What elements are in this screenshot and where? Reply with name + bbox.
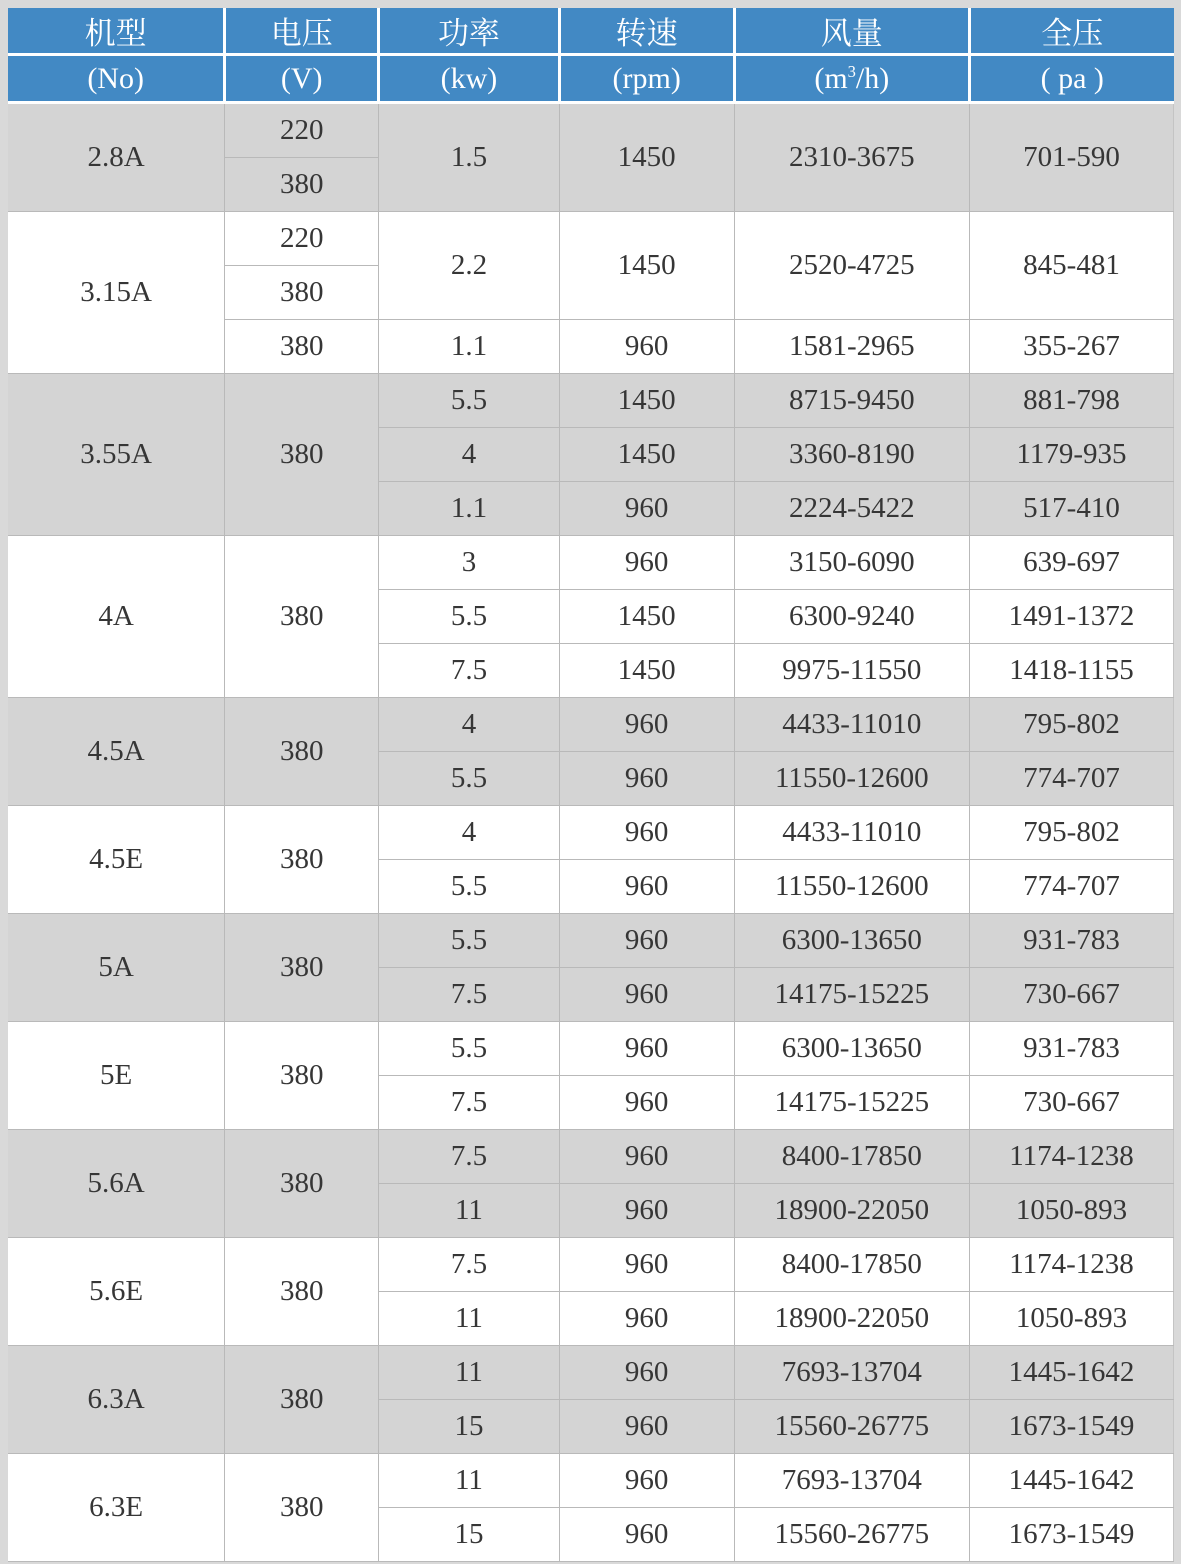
cell-model: 3.15A <box>8 212 225 374</box>
cell-model: 4.5E <box>8 806 225 914</box>
cell-pressure: 881-798 <box>970 374 1174 428</box>
cell-speed: 960 <box>559 1508 734 1562</box>
table-row <box>8 1130 1174 1184</box>
cell-speed: 960 <box>559 1130 734 1184</box>
cell-model: 2.8A <box>8 103 225 212</box>
cell-model: 6.3E <box>8 1454 225 1562</box>
table-header <box>8 8 1174 103</box>
cell-power: 1.1 <box>379 320 560 374</box>
cell-voltage: 380 <box>225 1238 379 1346</box>
cell-power: 11 <box>379 1184 560 1238</box>
cell-pressure: 730-667 <box>970 968 1174 1022</box>
cell-voltage: 380 <box>225 914 379 1022</box>
cell-pressure: 730-667 <box>970 1076 1174 1130</box>
cell-power: 11 <box>379 1454 560 1508</box>
cell-speed: 960 <box>559 806 734 860</box>
cell-power: 5.5 <box>379 860 560 914</box>
cell-speed: 1450 <box>559 103 734 212</box>
cell-power: 7.5 <box>379 1130 560 1184</box>
cell-flow: 6300-13650 <box>734 914 969 968</box>
cell-speed: 1450 <box>559 212 734 320</box>
cell-flow: 4433-11010 <box>734 806 969 860</box>
flow-unit-pre: (m <box>814 61 848 95</box>
cell-model: 5.6A <box>8 1130 225 1238</box>
cell-pressure: 1179-935 <box>970 428 1174 482</box>
cell-speed: 960 <box>559 482 734 536</box>
cell-power: 7.5 <box>379 968 560 1022</box>
cell-pressure: 1174-1238 <box>970 1130 1174 1184</box>
cell-voltage: 380 <box>225 320 379 374</box>
cell-pressure: 795-802 <box>970 806 1174 860</box>
cell-pressure: 1174-1238 <box>970 1238 1174 1292</box>
cell-voltage: 380 <box>225 536 379 698</box>
cell-voltage: 220 <box>225 103 379 158</box>
cell-voltage: 380 <box>225 1346 379 1454</box>
cell-pressure: 931-783 <box>970 1022 1174 1076</box>
cell-power: 5.5 <box>379 752 560 806</box>
col-header-speed: 转速 <box>559 8 734 55</box>
cell-speed: 960 <box>559 536 734 590</box>
cell-pressure: 1445-1642 <box>970 1346 1174 1400</box>
cell-flow: 11550-12600 <box>734 752 969 806</box>
cell-model: 6.3A <box>8 1346 225 1454</box>
cell-flow: 2520-4725 <box>734 212 969 320</box>
cell-pressure: 1491-1372 <box>970 590 1174 644</box>
cell-model: 4.5A <box>8 698 225 806</box>
table-row <box>8 1022 1174 1076</box>
cell-flow: 8400-17850 <box>734 1238 969 1292</box>
cell-flow: 15560-26775 <box>734 1508 969 1562</box>
cell-power: 7.5 <box>379 1238 560 1292</box>
col-header-power: 功率 <box>379 8 560 55</box>
table-row <box>8 1454 1174 1508</box>
cell-flow: 3150-6090 <box>734 536 969 590</box>
col-unit-voltage: (V) <box>225 55 379 103</box>
col-unit-model: (No) <box>8 55 225 103</box>
cell-speed: 960 <box>559 1238 734 1292</box>
cell-pressure: 795-802 <box>970 698 1174 752</box>
cell-flow: 7693-13704 <box>734 1454 969 1508</box>
cell-speed: 960 <box>559 1076 734 1130</box>
cell-speed: 960 <box>559 752 734 806</box>
cell-voltage: 380 <box>225 1130 379 1238</box>
cell-speed: 1450 <box>559 374 734 428</box>
cell-voltage: 380 <box>225 266 379 320</box>
col-unit-speed: (rpm) <box>559 55 734 103</box>
header-unit-row <box>8 55 1174 103</box>
cell-speed: 1450 <box>559 428 734 482</box>
cell-flow: 3360-8190 <box>734 428 969 482</box>
cell-flow: 14175-15225 <box>734 968 969 1022</box>
col-header-pressure: 全压 <box>970 8 1174 55</box>
cell-speed: 960 <box>559 914 734 968</box>
cell-flow: 2224-5422 <box>734 482 969 536</box>
cell-speed: 960 <box>559 1022 734 1076</box>
cell-speed: 1450 <box>559 644 734 698</box>
cell-voltage: 380 <box>225 1454 379 1562</box>
cell-flow: 6300-13650 <box>734 1022 969 1076</box>
cell-pressure: 845-481 <box>970 212 1174 320</box>
cell-flow: 7693-13704 <box>734 1346 969 1400</box>
cell-pressure: 639-697 <box>970 536 1174 590</box>
cell-power: 7.5 <box>379 1076 560 1130</box>
cell-pressure: 355-267 <box>970 320 1174 374</box>
cell-speed: 960 <box>559 1184 734 1238</box>
cell-power: 4 <box>379 428 560 482</box>
cell-voltage: 380 <box>225 158 379 212</box>
table-row <box>8 212 1174 266</box>
cell-power: 5.5 <box>379 374 560 428</box>
table-row <box>8 374 1174 428</box>
cell-power: 11 <box>379 1292 560 1346</box>
cell-pressure: 517-410 <box>970 482 1174 536</box>
cell-voltage: 380 <box>225 1022 379 1130</box>
table-body <box>8 103 1174 1562</box>
table-row <box>8 698 1174 752</box>
cell-speed: 960 <box>559 860 734 914</box>
cell-model: 5E <box>8 1022 225 1130</box>
cell-flow: 15560-26775 <box>734 1400 969 1454</box>
cell-power: 5.5 <box>379 914 560 968</box>
col-header-flow: 风量 <box>734 8 969 55</box>
header-title-row <box>8 8 1174 55</box>
cell-pressure: 1673-1549 <box>970 1508 1174 1562</box>
col-unit-pressure: ( pa ) <box>970 55 1174 103</box>
flow-unit-superscript: 3 <box>847 61 856 81</box>
cell-power: 4 <box>379 806 560 860</box>
cell-power: 3 <box>379 536 560 590</box>
cell-flow: 1581-2965 <box>734 320 969 374</box>
cell-speed: 960 <box>559 1400 734 1454</box>
table-row <box>8 103 1174 158</box>
cell-power: 11 <box>379 1346 560 1400</box>
cell-flow: 18900-22050 <box>734 1184 969 1238</box>
cell-power: 7.5 <box>379 644 560 698</box>
cell-speed: 960 <box>559 1454 734 1508</box>
cell-power: 15 <box>379 1508 560 1562</box>
fan-spec-table <box>8 8 1174 1562</box>
cell-power: 1.1 <box>379 482 560 536</box>
col-header-model: 机型 <box>8 8 225 55</box>
col-header-voltage: 电压 <box>225 8 379 55</box>
cell-pressure: 1418-1155 <box>970 644 1174 698</box>
cell-speed: 1450 <box>559 590 734 644</box>
cell-pressure: 1050-893 <box>970 1184 1174 1238</box>
cell-pressure: 774-707 <box>970 860 1174 914</box>
cell-flow: 4433-11010 <box>734 698 969 752</box>
cell-power: 5.5 <box>379 590 560 644</box>
cell-voltage: 380 <box>225 698 379 806</box>
table-row <box>8 536 1174 590</box>
cell-model: 5.6E <box>8 1238 225 1346</box>
cell-model: 3.55A <box>8 374 225 536</box>
cell-flow: 8400-17850 <box>734 1130 969 1184</box>
cell-power: 4 <box>379 698 560 752</box>
cell-flow: 14175-15225 <box>734 1076 969 1130</box>
table-row <box>8 1238 1174 1292</box>
col-unit-flow <box>734 55 969 103</box>
cell-speed: 960 <box>559 1292 734 1346</box>
table-row <box>8 806 1174 860</box>
cell-flow: 8715-9450 <box>734 374 969 428</box>
cell-voltage: 380 <box>225 806 379 914</box>
cell-flow: 11550-12600 <box>734 860 969 914</box>
cell-speed: 960 <box>559 1346 734 1400</box>
cell-model: 4A <box>8 536 225 698</box>
cell-pressure: 1050-893 <box>970 1292 1174 1346</box>
cell-pressure: 1673-1549 <box>970 1400 1174 1454</box>
cell-voltage: 380 <box>225 374 379 536</box>
cell-power: 15 <box>379 1400 560 1454</box>
table-row <box>8 914 1174 968</box>
cell-flow: 6300-9240 <box>734 590 969 644</box>
cell-flow: 18900-22050 <box>734 1292 969 1346</box>
cell-flow: 2310-3675 <box>734 103 969 212</box>
cell-speed: 960 <box>559 968 734 1022</box>
col-unit-power: (kw) <box>379 55 560 103</box>
cell-power: 5.5 <box>379 1022 560 1076</box>
cell-model: 5A <box>8 914 225 1022</box>
table-row <box>8 1346 1174 1400</box>
cell-flow: 9975-11550 <box>734 644 969 698</box>
cell-power: 1.5 <box>379 103 560 212</box>
cell-pressure: 701-590 <box>970 103 1174 212</box>
cell-speed: 960 <box>559 320 734 374</box>
cell-speed: 960 <box>559 698 734 752</box>
cell-power: 2.2 <box>379 212 560 320</box>
flow-unit-post: /h) <box>855 61 890 95</box>
cell-pressure: 1445-1642 <box>970 1454 1174 1508</box>
cell-voltage: 220 <box>225 212 379 266</box>
cell-pressure: 931-783 <box>970 914 1174 968</box>
cell-pressure: 774-707 <box>970 752 1174 806</box>
